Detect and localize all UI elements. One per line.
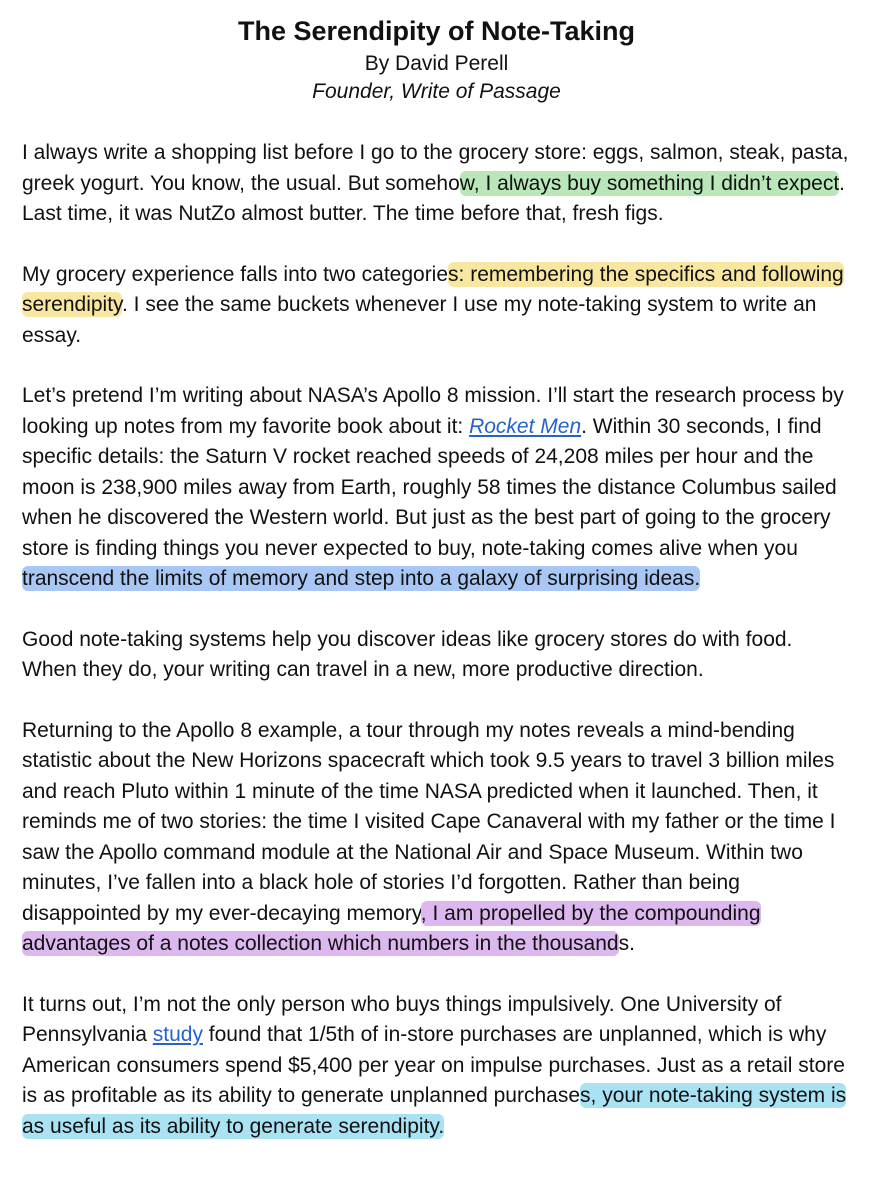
paragraph-text: s. xyxy=(618,932,635,955)
rocket-men-link[interactable]: Rocket Men xyxy=(469,414,582,438)
article-title: The Serendipity of Note-Taking xyxy=(237,16,636,46)
paragraph-text: It turns out, I’m not the only person who buys things impulsively. One University of Pennsylvania xyxy=(22,992,782,1046)
paragraph-2 xyxy=(22,260,851,352)
paragraph-text: My grocery experience falls into two categorie xyxy=(22,262,449,286)
paragraph-text: . Last time, it was NutZo almost butter. The time before that, fresh figs. xyxy=(22,171,846,225)
highlight-yellow: s: remembering the specifics and following serendipity xyxy=(22,262,844,316)
highlight-blue: transcend the limits of memory and step into a galaxy of surprising ideas. xyxy=(22,567,701,590)
paragraph-text: I always write a shopping list before I go to the grocery store: eggs, salmon, steak, pasta, greek yogurt. You know, the usual. But someho xyxy=(22,141,849,195)
paragraph-text: . I see the same buckets whenever I use my note-taking system to write an essay. xyxy=(22,293,817,347)
highlight-cyan: s, your note-taking system is as useful as its ability to generate serendipity. xyxy=(22,1084,847,1138)
paragraph-1 xyxy=(22,138,851,230)
author-role: Founder, Write of Passage xyxy=(312,80,561,103)
paragraph-text: Returning to the Apollo 8 example, a tour through my notes reveals a mind-bending statistic about the New Horizons spacecraft which took 9.5 years to travel 3 billion miles and reach Pluto within 1 minute of the time NASA predicted when it launched. Then, it reminds me of two stories: the time I visited Cape Canaveral with my father or the time I saw the Apollo command module at the National Air and Space Museum. Within two minutes, I’ve fallen into a black hole of stories I’d forgotten. Rather than being disappointed by my ever-decaying memory xyxy=(22,718,836,925)
paragraph-4: Good note-taking systems help you discover ideas like grocery stores do with food. When they do, your writing can travel in a new, more productive direction. xyxy=(22,627,793,681)
highlight-purple: , I am propelled by the compounding advantages of a notes collection which numbers in the thousand xyxy=(22,901,761,955)
paragraph-3 xyxy=(22,381,851,595)
paragraph-text: . Within 30 seconds, I find specific details: the Saturn V rocket reached speeds of 24,208 miles per hour and the moon is 238,900 miles away from Earth, roughly 58 times the distance Columbus sailed when he discovered the Western world. But just as the best part of going to the grocery store is finding things you never expected to buy, note-taking comes alive when you xyxy=(22,414,837,560)
paragraph-6 xyxy=(22,990,851,1143)
paragraph-5 xyxy=(22,716,851,960)
article-author: By David Perell xyxy=(364,52,509,75)
highlight-green: w, I always buy something I didn’t expect xyxy=(459,171,840,195)
paragraph-text: Let’s pretend I’m writing about NASA’s Apollo 8 mission. I’ll start the research process by looking up notes from my favorite book about it: xyxy=(22,384,844,438)
study-link[interactable]: study xyxy=(152,1023,203,1046)
paragraph-text: found that 1/5th of in-store purchases are unplanned, which is why American consumers spend $5,400 per year on impulse purchases. Just as a retail store is as profitable as its ability to generate unplanned purchase xyxy=(22,1023,845,1107)
